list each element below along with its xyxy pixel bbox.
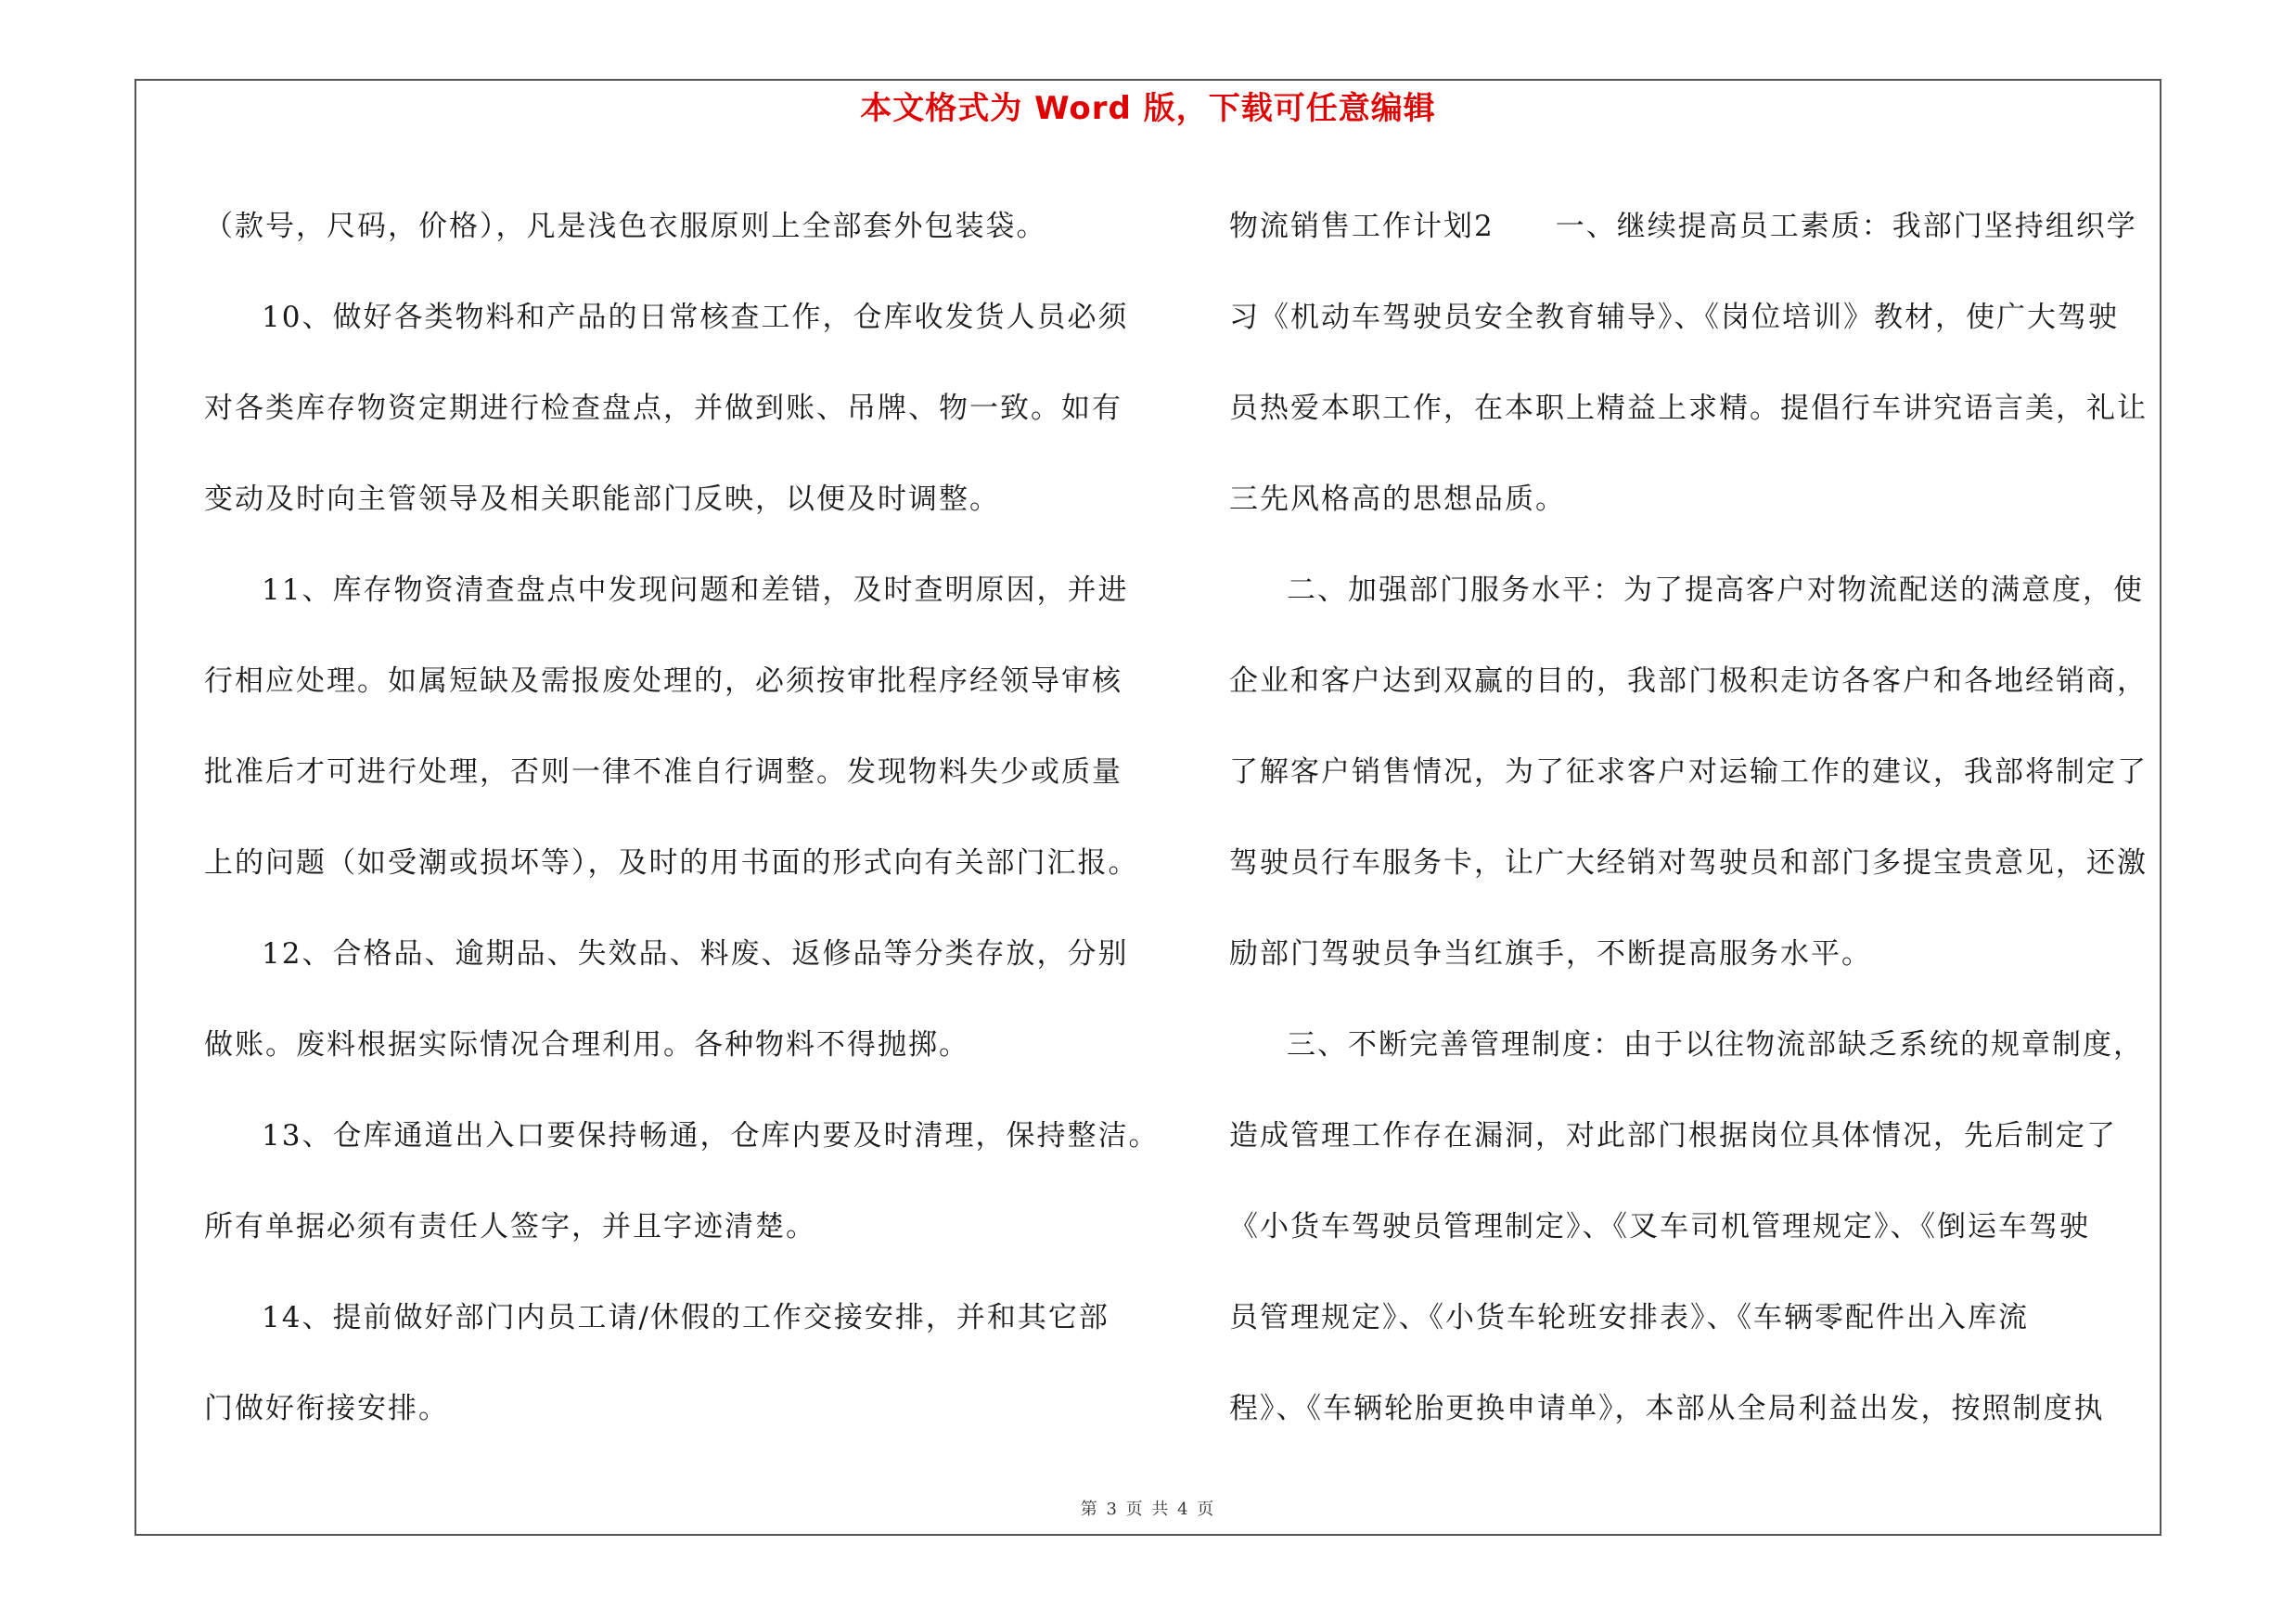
text-line: 门做好衔接安排。: [204, 1392, 449, 1425]
text-line: 12、合格品、逾期品、失效品、料废、返修品等分类存放，分别: [262, 937, 1129, 971]
page-number: 第 3 页 共 4 页: [1080, 1500, 1216, 1519]
text-line: 物流销售工作计划2 一、继续提高员工素质：我部门坚持组织学: [1229, 210, 2137, 243]
text-line: 了解客户销售情况，为了征求客户对运输工作的建议，我部将制定了: [1229, 755, 2148, 789]
format-banner: 本文格式为 Word 版，下载可任意编辑: [860, 90, 1436, 127]
text-line: 造成管理工作存在漏洞，对此部门根据岗位具体情况，先后制定了: [1229, 1119, 2117, 1153]
text-line: 三先风格高的思想品质。: [1229, 483, 1566, 516]
text-line: 10、做好各类物料和产品的日常核查工作，仓库收发货人员必须: [262, 301, 1129, 334]
left-text-column: [204, 181, 1160, 1454]
text-line: 11、库存物资清查盘点中发现问题和差错，及时查明原因，并进: [262, 573, 1129, 607]
text-line: 所有单据必须有责任人签字，并且字迹清楚。: [204, 1210, 816, 1243]
text-line: 员管理规定》、《小货车轮班安排表》、《车辆零配件出入库流: [1229, 1301, 2029, 1334]
right-text-column: [1229, 181, 2166, 1454]
text-line: 14、提前做好部门内员工请/休假的工作交接安排，并和其它部: [262, 1301, 1110, 1334]
text-line: 做账。废料根据实际情况合理利用。各种物料不得抛掷。: [204, 1028, 969, 1062]
text-line: 上的问题（如受潮或损坏等），及时的用书面的形式向有关部门汇报。: [204, 846, 1139, 880]
text-line: 习《机动车驾驶员安全教育辅导》、《岗位培训》教材，使广大驾驶: [1229, 301, 2119, 334]
text-line: 对各类库存物资定期进行检查盘点，并做到账、吊牌、物一致。如有: [204, 392, 1122, 425]
text-line: （款号，尺码，价格），凡是浅色衣服原则上全部套外包装袋。: [204, 210, 1047, 243]
text-line: 变动及时向主管领导及相关职能部门反映，以便及时调整。: [204, 483, 1000, 516]
text-line: 程》、《车辆轮胎更换申请单》，本部从全局利益出发，按照制度执: [1229, 1392, 2105, 1425]
text-line: 三、不断完善管理制度：由于以往物流部缺乏系统的规章制度，: [1287, 1028, 2144, 1062]
text-line: 行相应处理。如属短缺及需报废处理的，必须按审批程序经领导审核: [204, 664, 1122, 698]
text-line: 二、加强部门服务水平：为了提高客户对物流配送的满意度，使: [1287, 573, 2144, 607]
text-line: 员热爱本职工作，在本职上精益上求精。提倡行车讲究语言美，礼让: [1229, 392, 2148, 425]
text-line: 13、仓库通道出入口要保持畅通，仓库内要及时清理，保持整洁。: [262, 1119, 1160, 1153]
text-line: 驾驶员行车服务卡，让广大经销对驾驶员和部门多提宝贵意见，还激: [1229, 846, 2148, 880]
text-line: 批准后才可进行处理，否则一律不准自行调整。发现物料失少或质量: [204, 755, 1122, 789]
text-line: 励部门驾驶员争当红旗手，不断提高服务水平。: [1229, 937, 1872, 971]
text-line: 《小货车驾驶员管理制定》、《叉车司机管理规定》、《倒运车驾驶: [1229, 1210, 2090, 1243]
text-line: 企业和客户达到双赢的目的，我部门极积走访各客户和各地经销商，: [1229, 664, 2148, 698]
